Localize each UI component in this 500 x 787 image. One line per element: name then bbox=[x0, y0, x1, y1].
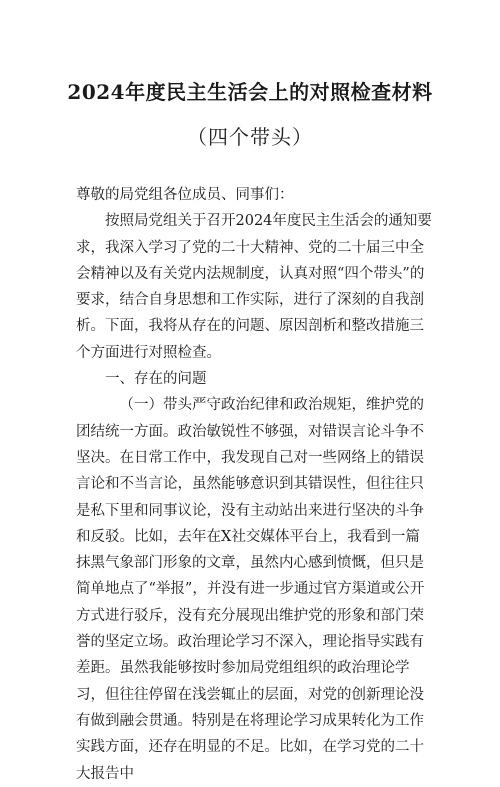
intro-paragraph: 按照局党组关于召开2024年度民主生活会的通知要求，我深入学习了党的二十大精神、党的二十届三中全会精神以及有关党内法规制度，认真对照“四个带头”的要求，结合自身思想和工作实际，进行了深刻的自我剖析。下面，我将从存在的问题、原因剖析和整改措施三个方面进行对照检查。 bbox=[76, 213, 432, 361]
document-subtitle: （四个带头） bbox=[187, 125, 313, 149]
salutation: 尊敬的局党组各位成员、同事们： bbox=[76, 187, 294, 203]
document-title: 2024年度民主生活会上的对照检查材料 bbox=[67, 80, 433, 104]
section-paragraph: （一）带头严守政治纪律和政治规矩，维护党的团结统一方面。政治敏锐性不够强，对错误言论斗争不坚决。在日常工作中，我发现自己对一些网络上的错误言论和不当言论，虽然能够意识到其错误性，但往往只是私下里和同事议论，没有主动站出来进行坚决的斗争和反驳。比如，去年在X社交媒体平台上，我看到一篇抹黑气象部门形象的文章，虽然内心感到愤慨，但只是简单地点了“举报”，并没有进一步通过官方渠道或公开方式进行驳斥，没有充分展现出维护党的形象和部门荣誉的坚定立场。政治理论学习不深入，理论指导实践有差距。虽然我能够按时参加局党组组织的政治理论学习，但往往停留在浅尝辄止的层面，对党的创新理论没有做到融会贯通。特别是在将理论学习成果转化为工作实践方面，还存在明显的不足。比如，在学习党的二十大报告中 bbox=[76, 397, 425, 782]
section-heading: 一、存在的问题 bbox=[105, 371, 207, 388]
document-body bbox=[76, 182, 434, 787]
